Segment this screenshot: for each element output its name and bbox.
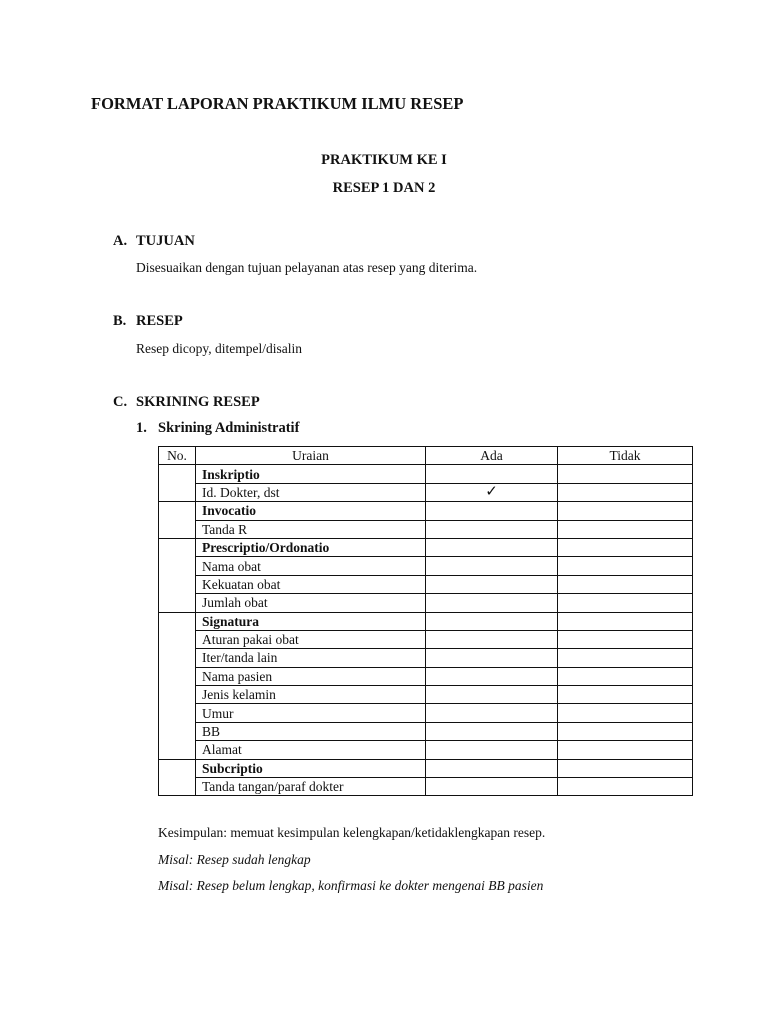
tidak-cell xyxy=(558,575,693,593)
ada-cell xyxy=(426,612,558,630)
table-row xyxy=(159,778,693,796)
item-label: Tanda R xyxy=(196,520,426,538)
tidak-cell xyxy=(558,630,693,648)
tidak-cell xyxy=(558,612,693,630)
tidak-cell xyxy=(558,686,693,704)
section-a-title: TUJUAN xyxy=(136,233,195,249)
table-row xyxy=(159,759,693,777)
table-row xyxy=(159,465,693,483)
ada-cell xyxy=(426,741,558,759)
row-number-cell xyxy=(159,759,196,796)
table-row xyxy=(159,538,693,556)
group-title: Inskriptio xyxy=(196,465,426,483)
section-b-title: RESEP xyxy=(136,313,183,329)
item-label: Tanda tangan/paraf dokter xyxy=(196,778,426,796)
row-number-cell xyxy=(159,612,196,759)
table-row xyxy=(159,667,693,685)
header-ada: Ada xyxy=(426,447,558,465)
item-label: Jenis kelamin xyxy=(196,686,426,704)
tidak-cell xyxy=(558,704,693,722)
header-uraian: Uraian xyxy=(196,447,426,465)
practicum-heading: PRAKTIKUM KE I xyxy=(321,152,447,168)
ada-cell xyxy=(426,722,558,740)
ada-cell xyxy=(426,649,558,667)
row-number-cell xyxy=(159,502,196,539)
example-incomplete-text: Misal: Resep belum lengkap, konfirmasi ke dokter mengenai BB pasien xyxy=(158,878,544,893)
item-label: Iter/tanda lain xyxy=(196,649,426,667)
table-row xyxy=(159,722,693,740)
subsection-number: 1. xyxy=(136,420,147,436)
document-title: FORMAT LAPORAN PRAKTIKUM ILMU RESEP xyxy=(91,94,464,113)
ada-cell xyxy=(426,759,558,777)
table-row xyxy=(159,741,693,759)
ada-check-cell: ✓ xyxy=(426,483,558,501)
section-a-text: Disesuaikan dengan tujuan pelayanan atas resep yang diterima. xyxy=(136,260,478,275)
row-number-cell xyxy=(159,538,196,612)
tidak-cell xyxy=(558,483,693,501)
ada-cell xyxy=(426,667,558,685)
ada-cell xyxy=(426,520,558,538)
example-complete-text: Misal: Resep sudah lengkap xyxy=(158,852,311,867)
section-b-text: Resep dicopy, ditempel/disalin xyxy=(136,341,302,356)
table-row xyxy=(159,520,693,538)
tidak-cell xyxy=(558,594,693,612)
table-header-row xyxy=(159,447,693,465)
ada-cell xyxy=(426,686,558,704)
ada-cell xyxy=(426,594,558,612)
tidak-cell xyxy=(558,502,693,520)
item-label: Jumlah obat xyxy=(196,594,426,612)
item-label: Umur xyxy=(196,704,426,722)
group-title: Invocatio xyxy=(196,502,426,520)
section-c-letter: C. xyxy=(113,394,128,410)
header-tidak: Tidak xyxy=(558,447,693,465)
table-row xyxy=(159,612,693,630)
table-row xyxy=(159,502,693,520)
ada-cell xyxy=(426,630,558,648)
group-title: Subcriptio xyxy=(196,759,426,777)
ada-cell xyxy=(426,778,558,796)
item-label: Nama pasien xyxy=(196,667,426,685)
tidak-cell xyxy=(558,557,693,575)
administrative-screening-table xyxy=(158,446,693,796)
ada-cell xyxy=(426,502,558,520)
tidak-cell xyxy=(558,722,693,740)
conclusion-text: Kesimpulan: memuat kesimpulan kelengkapan/ketidaklengkapan resep. xyxy=(158,825,546,840)
table-row xyxy=(159,704,693,722)
item-label: Alamat xyxy=(196,741,426,759)
subsection-title: Skrining Administratif xyxy=(158,420,300,436)
table-row xyxy=(159,630,693,648)
tidak-cell xyxy=(558,649,693,667)
item-label: Id. Dokter, dst xyxy=(196,483,426,501)
table-row xyxy=(159,483,693,501)
section-c-title: SKRINING RESEP xyxy=(136,394,260,410)
table-row xyxy=(159,649,693,667)
table-row xyxy=(159,557,693,575)
table-row xyxy=(159,594,693,612)
group-title: Signatura xyxy=(196,612,426,630)
tidak-cell xyxy=(558,741,693,759)
table-row xyxy=(159,686,693,704)
ada-cell xyxy=(426,465,558,483)
section-b-letter: B. xyxy=(113,313,127,329)
item-label: Nama obat xyxy=(196,557,426,575)
table-row xyxy=(159,575,693,593)
header-no: No. xyxy=(159,447,196,465)
tidak-cell xyxy=(558,667,693,685)
item-label: BB xyxy=(196,722,426,740)
ada-cell xyxy=(426,704,558,722)
ada-cell xyxy=(426,538,558,556)
group-title: Prescriptio/Ordonatio xyxy=(196,538,426,556)
item-label: Kekuatan obat xyxy=(196,575,426,593)
recipe-heading: RESEP 1 DAN 2 xyxy=(332,180,436,196)
tidak-cell xyxy=(558,520,693,538)
ada-cell xyxy=(426,557,558,575)
item-label: Aturan pakai obat xyxy=(196,630,426,648)
tidak-cell xyxy=(558,778,693,796)
tidak-cell xyxy=(558,465,693,483)
row-number-cell xyxy=(159,465,196,502)
section-a-letter: A. xyxy=(113,233,128,249)
tidak-cell xyxy=(558,759,693,777)
tidak-cell xyxy=(558,538,693,556)
ada-cell xyxy=(426,575,558,593)
